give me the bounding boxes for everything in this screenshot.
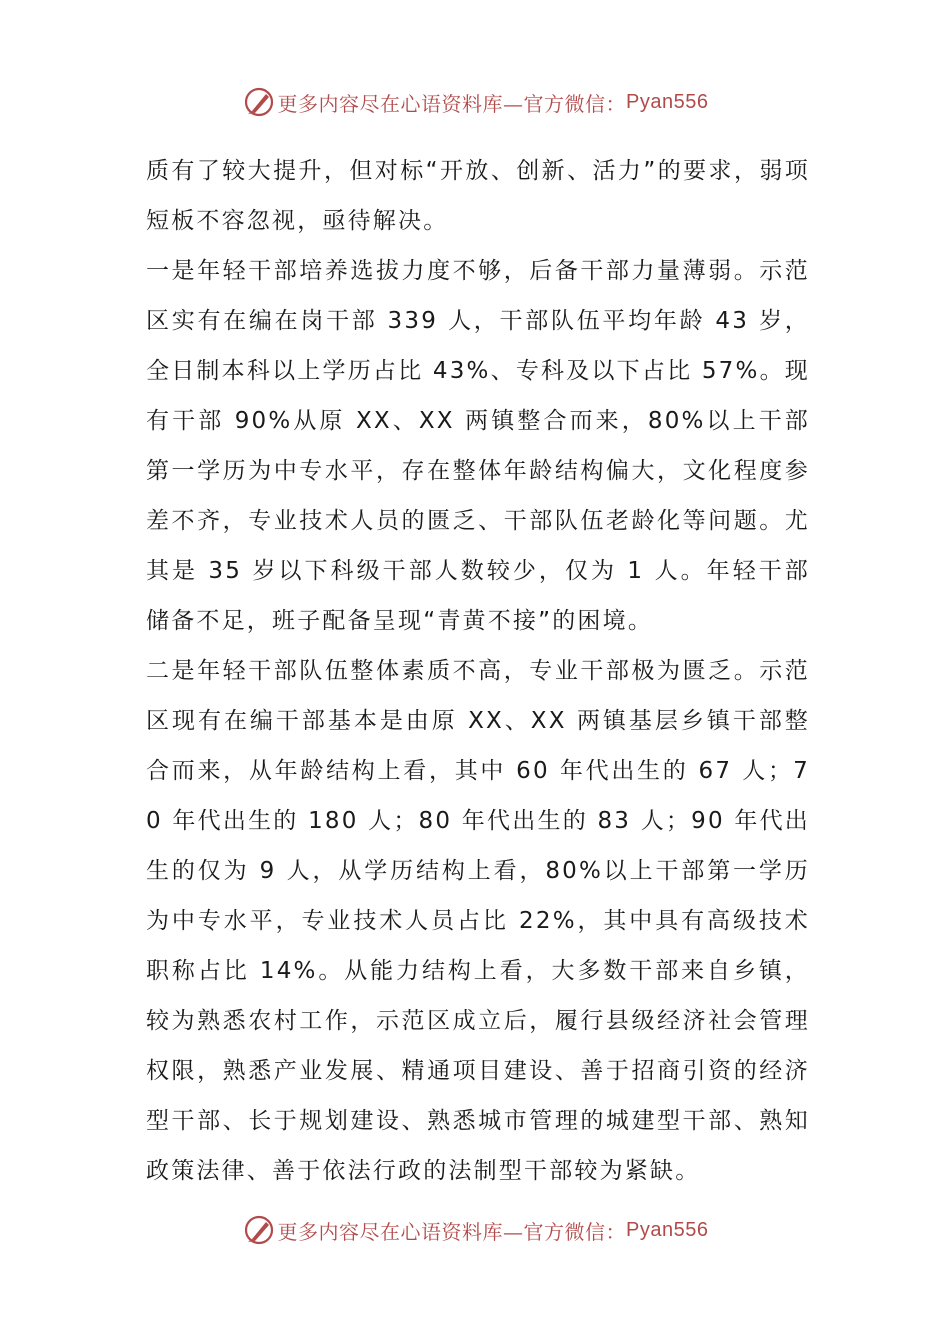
pen-logo-icon [242, 1213, 276, 1247]
header-banner-text: 更多内容尽在心语资料库—官方微信： [277, 91, 627, 116]
paragraph-point-two: 二是年轻干部队伍整体素质不高，专业干部极为匮乏。示范区现有在编干部基本是由原 XX、XX 两镇基层乡镇干部整合而来，从年龄结构上看，其中 60 年代出生的 67 人；70 年代出生的 180 人；80 年代出生的 83 人；90 年代出生的仅为 9 人，从学历结构上看，80%以上干部第一学历为中专水平，专业技术人员占比 22%，其中具有高级技术职称占比 14%。从能力结构上看，大多数干部来自乡镇，较为熟悉农村工作，示范区成立后，履行县级经济社会管理权限，熟悉产业发展、精通项目建设、善于招商引资的经济型干部、长于规划建设、熟悉城市管理的城建型干部、熟知政策法律、善于依法行政的法制型干部较为紧缺。 [146, 658, 810, 1184]
footer-banner [0, 1210, 950, 1250]
header-wechat-id: Pyan556 [626, 90, 709, 113]
footer-wechat-id: Pyan556 [626, 1218, 709, 1241]
paragraph-point-one: 一是年轻干部培养选拔力度不够，后备干部力量薄弱。示范区实有在编在岗干部 339 人，干部队伍平均年龄 43 岁，全日制本科以上学历占比 43%、专科及以下占比 57%。现有干部 90%从原 XX、XX 两镇整合而来，80%以上干部第一学历为中专水平，存在整体年龄结构偏大，文化程度参差不齐，专业技术人员的匮乏、干部队伍老龄化等问题。尤其是 35 岁以下科级干部人数较少，仅为 1 人。年轻干部储备不足，班子配备呈现“青黄不接”的困境。 [146, 258, 810, 634]
footer-banner-text: 更多内容尽在心语资料库—官方微信： [277, 1219, 627, 1244]
header-banner [0, 82, 950, 122]
paragraph-continuation: 质有了较大提升，但对标“开放、创新、活力”的要求，弱项短板不容忽视，亟待解决。 [146, 158, 810, 234]
pen-logo-icon [242, 85, 276, 119]
document-body [146, 146, 810, 1196]
